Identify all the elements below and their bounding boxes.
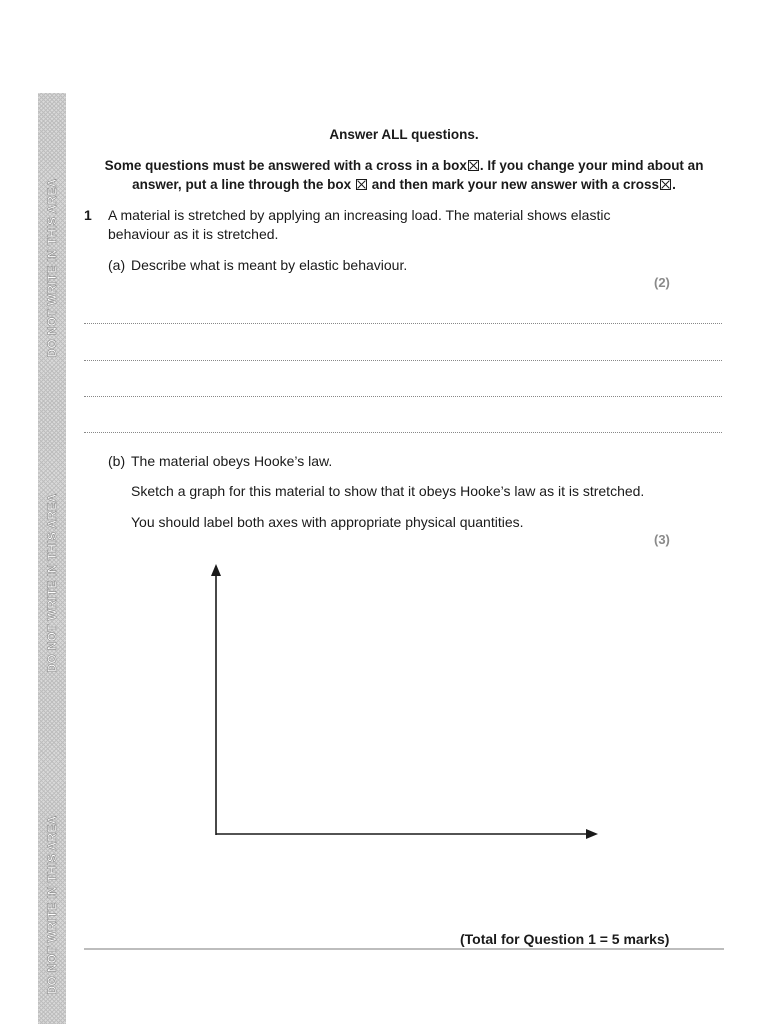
instructions-text: and then mark your new answer with a cross [371,177,660,192]
instructions-line-2 [84,176,724,194]
question-stem-line-1: A material is stretched by applying an increasing load. The material shows elastic [108,207,611,223]
instructions-text: . [672,177,676,192]
question-stem-line-2: behaviour as it is stretched. [108,226,279,242]
part-b-instruction-1: Sketch a graph for this material to show that it obeys Hooke’s law as it is stretched. [131,483,645,499]
answer-line[interactable] [84,396,722,397]
instructions-text: . If you change your mind about an [479,158,704,173]
instructions-heading: Answer ALL questions. [329,127,479,142]
answer-line[interactable] [84,432,722,433]
question-number: 1 [84,207,92,223]
crossed-box-icon [468,160,479,171]
total-divider [84,948,724,950]
graph-sketch-area[interactable] [200,555,610,845]
part-b-question: The material obeys Hooke’s law. [131,453,333,469]
answer-line[interactable] [84,360,722,361]
crossed-box-icon [660,179,671,190]
instructions-text: Some questions must be answered with a cross in a box [104,158,467,173]
question-total-marks: (Total for Question 1 = 5 marks) [460,931,670,947]
part-b-instruction-2: You should label both axes with appropriate physical quantities. [131,514,524,530]
answer-line[interactable] [84,323,722,324]
y-axis-arrow-icon [211,564,221,576]
part-a-marks: (2) [654,275,670,290]
part-b-label: (b) [108,453,126,469]
part-a-label: (a) [108,257,126,273]
instructions-text: answer, put a line through the box [132,177,352,192]
x-axis-arrow-icon [586,829,598,839]
part-b-marks: (3) [654,532,670,547]
part-a-question: Describe what is meant by elastic behaviour. [131,257,408,273]
instructions-line-1 [84,157,724,175]
crossed-box-icon [356,179,367,190]
